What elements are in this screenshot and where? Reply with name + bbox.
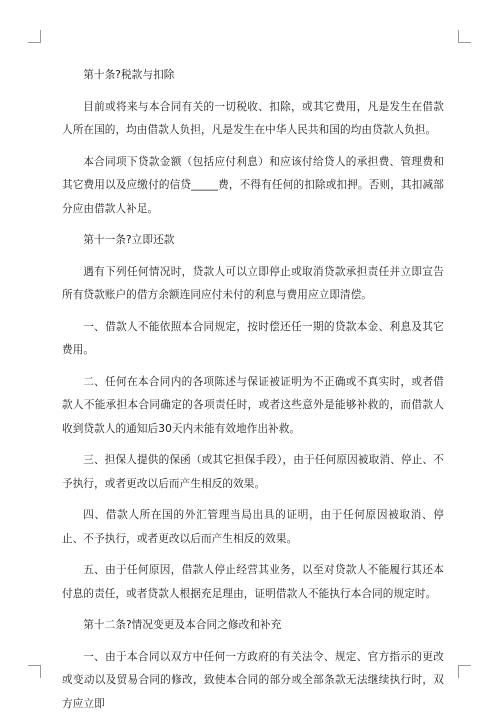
crop-mark-top-right	[458, 30, 471, 43]
document-body	[62, 64, 444, 716]
article-11-heading: 第十一条?立即还款	[62, 229, 444, 253]
article-10-para-2: 本合同项下贷款金额（包括应付利息）和应该付给贷人的承担费、管理费和其它费用以及应缴付的信贷_____费，不得有任何的扣除或扣押。否则，其扣减部分应由借款人补足。	[62, 151, 444, 222]
article-11-item-4: 四、借款人所在国的外汇管理当局出具的证明，由于任何原因被取消、停止、不予执行，或者更改以后而产生相反的效果。	[62, 504, 444, 551]
article-10-para-1: 目前或将来与本合同有关的一切税收、扣除，或其它费用，凡是发生在借款人所在国的，均由借款人负担，凡是发生在中华人民共和国的均由贷款人负担。	[62, 96, 444, 143]
article-11-item-5: 五、由于任何原因，借款人停止经营其业务，以至对贷款人不能履行其还本付息的责任，或者贷款人根据充足理由，证明借款人不能执行本合同的规定时。	[62, 559, 444, 606]
article-11-item-1: 一、借款人不能依照本合同规定，按时偿还任一期的贷款本金、利息及其它费用。	[62, 316, 444, 363]
crop-mark-top-left	[28, 30, 41, 43]
article-10-heading: 第十条?税款与扣除	[62, 64, 444, 88]
article-11-item-2: 二、任何在本合同内的各项陈述与保证被证明为不正确或不真实时，或者借款人不能承担本合同确定的各项责任时，或者这些意外是能够补救的，而借款人收到贷款人的通知后30天内未能有效地作出补救。	[62, 371, 444, 442]
article-12-item-1: 一、由于本合同以双方中任何一方政府的有关法令、规定、官方指示的更改或变动以及贸易合同的修改，致使本合同的部分或全部条款无法继续执行时，双方应立即	[62, 646, 444, 716]
crop-mark-bottom-right	[458, 665, 471, 678]
article-12-heading: 第十二条?情况变更及本合同之修改和补充	[62, 614, 444, 638]
article-11-item-3: 三、担保人提供的保函（或其它担保手段），由于任何原因被取消、停止、不予执行，或者更改以后而产生相反的效果。	[62, 449, 444, 496]
crop-mark-bottom-left	[28, 665, 41, 678]
article-11-intro: 遇有下列任何情况时，贷款人可以立即停止或取消贷款承担责任并立即宣告所有贷款账户的借方余额连同应付未付的利息与费用应立即清偿。	[62, 261, 444, 308]
